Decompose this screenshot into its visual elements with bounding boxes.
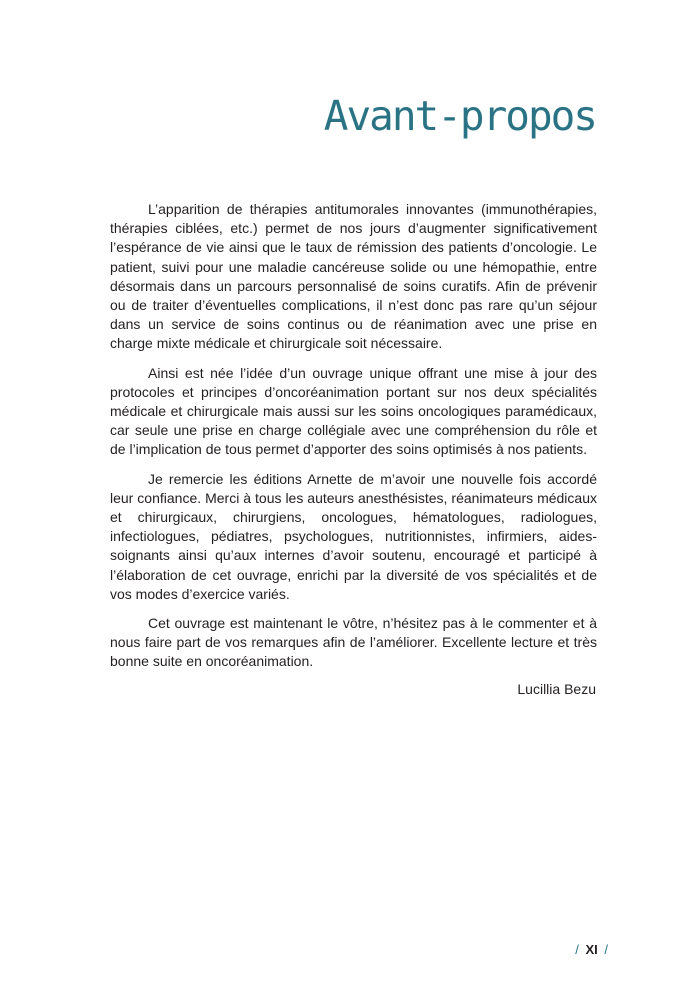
page-number-right-slash: /	[604, 942, 608, 957]
page-number	[575, 942, 608, 957]
page-title: Avant-propos	[323, 92, 596, 140]
paragraph: L’apparition de thérapies antitumorales innovantes (immunothérapies, thérapies ciblées, etc.) permet de nos jours d’augmenter significativement l’espérance de vie ainsi que le taux de rémission des patients d’oncologie. Le patient, suivi pour une maladie cancéreuse solide ou une hémopathie, entre désormais dans un parcours personnalisé de soins curatifs. Afin de prévenir ou de traiter d’éventuelles complications, il n’est donc pas rare qu’un séjour dans un service de soins continus ou de réanimation avec une prise en charge mixte médicale et chirurgicale soit nécessaire.	[110, 201, 597, 352]
author-signature: Lucillia Bezu	[517, 681, 596, 697]
page-number-value: XI	[585, 942, 598, 957]
paragraph: Je remercie les éditions Arnette de m’avoir une nouvelle fois accordé leur confiance. Merci à tous les auteurs anesthésistes, réanimateurs médicaux et chirurgicaux, chirurgiens, oncologues, hématologues, radiologues, infectiologues, pédiatres, psychologues, nutritionnistes, infirmiers, aides-soignants ainsi qu’aux internes d’avoir soutenu, encouragé et participé à l’élaboration de cet ouvrage, enrichi par la diversité de vos spécialités et de vos modes d’exercice variés.	[110, 470, 597, 602]
body-text	[110, 200, 597, 682]
paragraph: Ainsi est née l’idée d’un ouvrage unique offrant une mise à jour des protocoles et principes d’oncoréanimation portant sur nos deux spécialités médicale et chirurgicale mais aussi sur les soins oncologiques paramédicaux, car seule une prise en charge collégiale avec une compréhension du rôle et de l’implication de tous permet d’apporter des soins optimisés à nos patients.	[110, 364, 597, 458]
page-number-left-slash: /	[575, 942, 579, 957]
paragraph: Cet ouvrage est maintenant le vôtre, n’hésitez pas à le commenter et à nous faire part de vos remarques afin de l’améliorer. Excellente lecture et très bonne suite en oncoréanimation.	[110, 615, 597, 670]
